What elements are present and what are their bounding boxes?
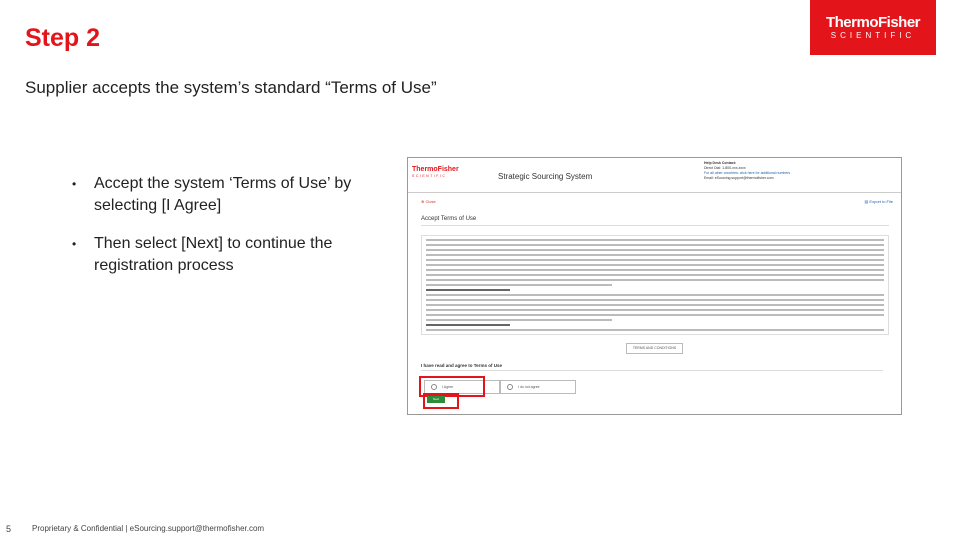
footer-text: Proprietary & Confidential | eSourcing.support@thermofisher.com xyxy=(32,524,265,533)
bullet-text: Then select [Next] to continue the registration process xyxy=(94,235,333,274)
thermofisher-logo xyxy=(810,0,936,55)
logo-line-2: SCIENTIFIC xyxy=(830,31,916,40)
slide-subtitle: Supplier accepts the system’s standard “Terms of Use” xyxy=(25,78,437,97)
i-do-not-agree-option[interactable] xyxy=(500,380,576,394)
bullet-item xyxy=(72,233,372,277)
terms-and-conditions-button[interactable]: TERMS AND CONDITIONS xyxy=(626,343,683,354)
export-link[interactable] xyxy=(865,199,893,204)
bullet-dot-icon: • xyxy=(72,177,77,191)
help-direct: Direct Dial: 1-800-xxx-xxxx xyxy=(704,166,746,170)
page-number: 5 xyxy=(6,524,12,534)
terms-text-box[interactable] xyxy=(421,235,889,335)
system-title: Strategic Sourcing System xyxy=(498,172,593,181)
logo-line-1: ThermoFisher xyxy=(825,14,921,31)
next-button[interactable]: Next xyxy=(427,396,445,403)
accept-terms-heading: Accept Terms of Use xyxy=(421,216,477,222)
radio-icon[interactable] xyxy=(507,384,513,390)
i-agree-label: I Agree xyxy=(442,385,454,389)
bullet-dot-icon: • xyxy=(72,237,77,251)
bullet-item xyxy=(72,173,372,217)
help-other[interactable]: For all other countries: click here for additional numbers xyxy=(704,171,791,175)
bullet-list xyxy=(72,173,372,293)
screenshot-logo xyxy=(412,166,459,180)
slide-title: Step 2 xyxy=(25,24,101,52)
export-label: Export to File xyxy=(869,199,893,204)
divider xyxy=(421,370,883,371)
screenshot-logo-line-2: SCIENTIFIC xyxy=(412,174,447,178)
screenshot-header xyxy=(408,158,901,193)
help-email[interactable]: Email: eSourcing.support@thermofisher.com xyxy=(704,176,774,180)
i-do-not-agree-label: I do not agree xyxy=(518,385,540,389)
help-desk-info xyxy=(704,161,790,181)
terms-of-use-screenshot xyxy=(407,157,902,415)
bullet-text: Accept the system ‘Terms of Use’ by selecting [I Agree] xyxy=(94,175,352,214)
close-link[interactable]: ⊗ Close xyxy=(421,199,436,204)
close-label: Close xyxy=(425,199,436,204)
screenshot-logo-line-1: ThermoFisher xyxy=(412,166,459,173)
divider xyxy=(421,225,889,226)
export-icon: ▤ xyxy=(864,199,869,204)
help-title: Help Desk Contact: xyxy=(704,161,737,165)
agree-heading: I have read and agree to Terms of Use xyxy=(421,363,502,368)
next-highlight xyxy=(423,393,459,409)
